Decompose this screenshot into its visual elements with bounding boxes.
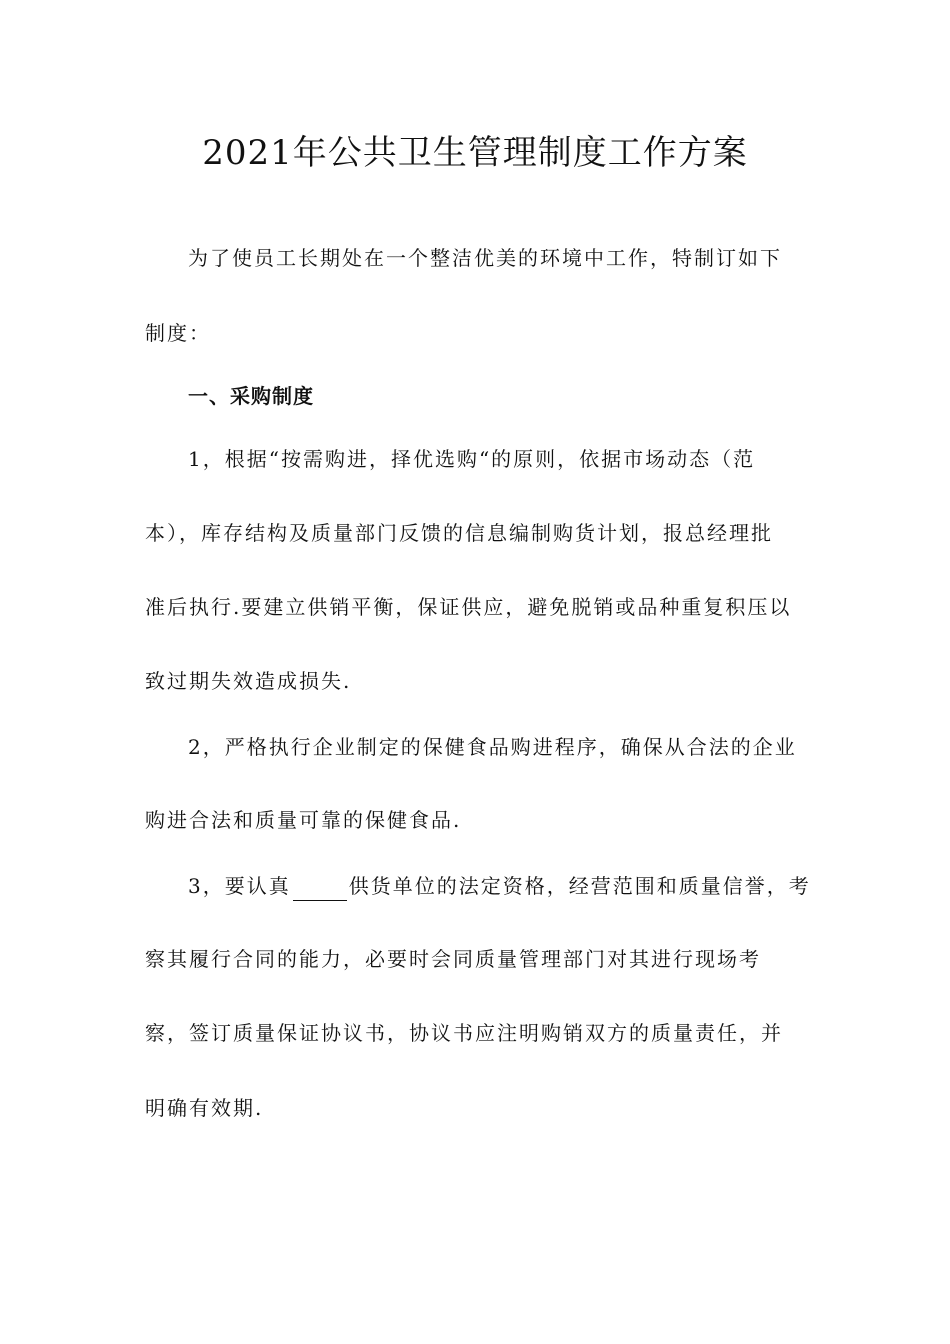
intro-line-2: 制度： xyxy=(145,321,211,345)
item1-line-3: 准后执行.要建立供销平衡，保证供应，避免脱销或品种重复积压以 xyxy=(145,595,792,619)
item2-line-2: 购进合法和质量可靠的保健食品. xyxy=(145,808,462,832)
item3-line-1-start: 3，要认真 xyxy=(188,874,291,898)
item1-line-1: 1，根据“按需购进，择优选购“的原则，依据市场动态（范 xyxy=(188,447,756,471)
item1-line-2: 本），库存结构及质量部门反馈的信息编制购货计划，报总经理批 xyxy=(145,521,773,545)
item1-line-4: 致过期失效造成损失. xyxy=(145,669,352,693)
intro-line-1: 为了使员工长期处在一个整洁优美的环境中工作，特制订如下 xyxy=(188,246,782,270)
item3-line-2: 察其履行合同的能力，必要时会同质量管理部门对其进行现场考 xyxy=(145,947,761,971)
item2-line-1: 2，严格执行企业制定的保健食品购进程序，确保从合法的企业 xyxy=(188,735,797,759)
item3-line-1 xyxy=(188,871,818,901)
item3-line-4: 明确有效期. xyxy=(145,1096,264,1120)
item3-line-1-end: 供货单位的法定资格，经营范围和质量信誉，考 xyxy=(348,874,811,898)
item3-line-3: 察，签订质量保证协议书，协议书应注明购销双方的质量责任，并 xyxy=(145,1021,783,1045)
fill-in-blank xyxy=(293,878,347,901)
section-heading-procurement: 一、采购制度 xyxy=(188,384,314,408)
document-title: 2021年公共卫生管理制度工作方案 xyxy=(202,133,748,173)
